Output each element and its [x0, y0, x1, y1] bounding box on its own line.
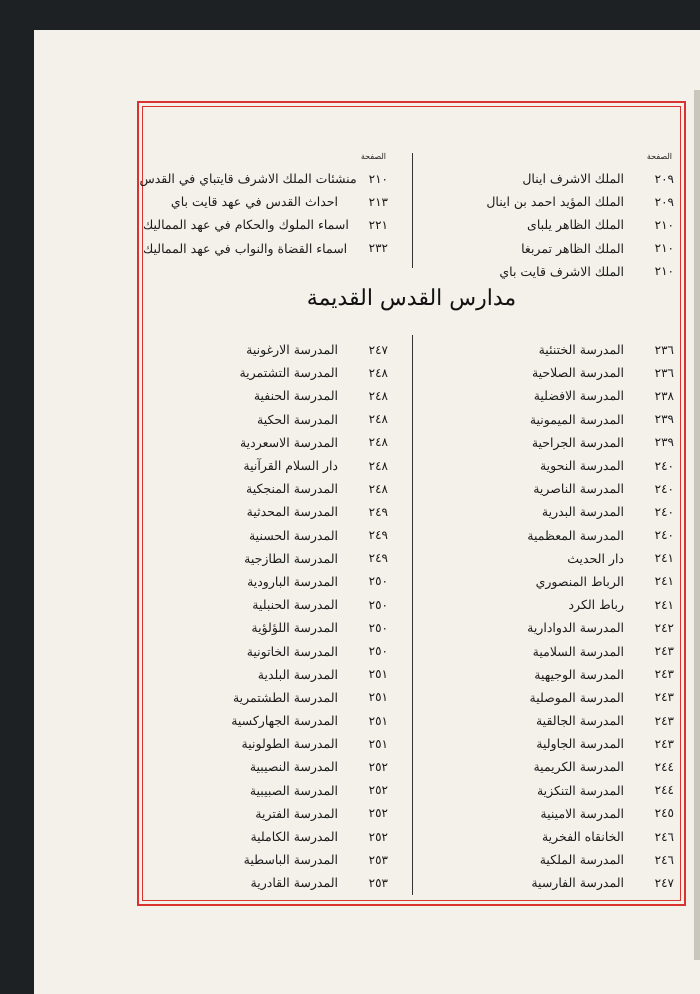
index-entry: [143, 213, 388, 236]
index-entry: [424, 802, 674, 825]
index-entry: [424, 384, 674, 407]
page-number: ٢٤٨: [368, 365, 388, 380]
top-right-column: [424, 167, 674, 283]
entry-title: المدرسة النحوية: [539, 458, 624, 474]
entry-title: الملك الظاهر تمربغا: [521, 240, 624, 256]
index-entry: [143, 779, 388, 802]
page-number: ٢٤٥: [654, 806, 674, 821]
section-title: مدارس القدس القديمة: [306, 286, 517, 311]
page-number: ٢٤٣: [654, 690, 674, 705]
index-entry: [424, 260, 674, 283]
entry-title: المدرسة الملكية: [539, 852, 624, 868]
entry-title: المدرسة الفارسية: [531, 875, 624, 891]
index-entry: [143, 500, 388, 523]
page-number: ٢٤٠: [654, 528, 674, 543]
page-number: ٢٥٢: [368, 783, 388, 798]
entry-title: المدرسة البلدية: [257, 666, 338, 682]
index-entry: [424, 616, 674, 639]
index-entry: [143, 686, 388, 709]
page-number: ٢٤٨: [368, 458, 388, 473]
page-number: ٢٤١: [654, 597, 674, 612]
entry-title: المدرسة الختنئية: [538, 342, 624, 358]
entry-title: المدرسة اللؤلؤية: [251, 620, 338, 636]
index-entry: [424, 338, 674, 361]
entry-title: منشئات الملك الاشرف قايتباي في القدس: [139, 171, 357, 187]
page-number: ٢٤٠: [654, 458, 674, 473]
entry-title: المدرسة الحكية: [257, 411, 338, 427]
entry-title: المدرسة الارغونية: [246, 342, 338, 358]
entry-title: الملك المؤيد احمد بن اينال: [486, 194, 624, 210]
page-number: ٢٥١: [368, 667, 388, 682]
entry-title: الرباط المنصوري: [535, 573, 624, 589]
page-number: ٢٤٤: [654, 783, 674, 798]
index-entry: [424, 570, 674, 593]
page-number: ٢٢١: [368, 217, 388, 232]
index-entry: [424, 593, 674, 616]
page-number: ٢٠٩: [654, 194, 674, 209]
page-number: ٢٤٠: [654, 504, 674, 519]
page-number: ٢٥١: [368, 690, 388, 705]
index-entry: [424, 709, 674, 732]
entry-title: المدرسة الجالقية: [535, 713, 624, 729]
page-number: ٢٣٨: [654, 388, 674, 403]
entry-title: دار السلام القرآنية: [243, 458, 338, 474]
page-number: ٢٤٨: [368, 412, 388, 427]
top-left-column: [139, 167, 388, 260]
page-number: ٢١٠: [654, 241, 674, 256]
entry-title: الملك الاشرف اينال: [522, 171, 624, 187]
entry-title: الملك الاشرف قايت باي: [499, 263, 624, 279]
index-entry: [143, 477, 388, 500]
page-number: ٢٤٦: [654, 829, 674, 844]
red-border-frame: [137, 101, 686, 906]
entry-title: المدرسة البدرية: [541, 504, 624, 520]
index-entry: [143, 663, 388, 686]
entry-title: دار الحديث: [567, 550, 624, 566]
entry-title: المدرسة الطشتمرية: [232, 689, 338, 705]
page-number: ٢٤٩: [368, 528, 388, 543]
page-number: ٢٤٧: [654, 875, 674, 890]
index-entry: [424, 361, 674, 384]
entry-title: المدرسة الباسطية: [243, 852, 338, 868]
index-entry: [424, 477, 674, 500]
index-entry: [143, 454, 388, 477]
index-entry: [424, 454, 674, 477]
page-number: ٢٠٩: [654, 171, 674, 186]
entry-title: المدرسة الاسعردية: [239, 434, 338, 450]
page-header-left: الصفحة: [360, 152, 386, 161]
page-number: ٢٥٢: [368, 829, 388, 844]
entry-title: المدرسة المنجكية: [246, 481, 338, 497]
index-entry: [424, 431, 674, 454]
bottom-right-column: [424, 338, 674, 895]
bottom-left-column: [143, 338, 388, 895]
page-number: ٢٥٠: [368, 574, 388, 589]
index-entry: [424, 639, 674, 662]
entry-title: المدرسة الافضلية: [533, 388, 624, 404]
page-number: ٢٥٢: [368, 806, 388, 821]
entry-title: المدرسة الصلاحية: [531, 365, 624, 381]
page-number: ٢٤٩: [368, 504, 388, 519]
page-number: ٢١٠: [654, 264, 674, 279]
index-entry: [143, 825, 388, 848]
index-entry: [139, 167, 388, 190]
page-number: ٢٥٠: [368, 620, 388, 635]
page-header-right: الصفحة: [646, 152, 672, 161]
entry-title: المدرسة الميمونية: [529, 411, 624, 427]
index-entry: [143, 593, 388, 616]
entry-title: المدرسة المحدثية: [246, 504, 338, 520]
page-number: ٢٥٠: [368, 644, 388, 659]
index-entry: [424, 500, 674, 523]
page-number: ٢١٠: [368, 171, 388, 186]
page-number: ٢٤٢: [654, 620, 674, 635]
entry-title: المدرسة الكريمية: [533, 759, 624, 775]
index-entry: [143, 237, 388, 260]
page-number: ٢٤٨: [368, 435, 388, 450]
entry-title: المدرسة الجهاركسية: [231, 713, 338, 729]
index-entry: [424, 167, 674, 190]
index-entry: [424, 524, 674, 547]
index-entry: [143, 361, 388, 384]
index-entry: [424, 547, 674, 570]
page-number: ٢٤٣: [654, 736, 674, 751]
entry-title: الملك الظاهر يلباى: [527, 217, 624, 233]
entry-title: المدرسة الحسنية: [248, 527, 338, 543]
page-edge: [694, 90, 700, 960]
entry-title: المدرسة القادرية: [250, 875, 338, 891]
page-number: ٢٣٦: [654, 342, 674, 357]
index-entry: [424, 825, 674, 848]
entry-title: المدرسة التنكزية: [536, 782, 624, 798]
page-number: ٢٤٩: [368, 551, 388, 566]
page-number: ٢٣٩: [654, 412, 674, 427]
entry-title: المدرسة البارودية: [247, 573, 338, 589]
index-entry: [424, 686, 674, 709]
index-entry: [424, 848, 674, 871]
entry-title: المدرسة السلامية: [532, 643, 624, 659]
entry-title: اسماء الملوك والحكام في عهد المماليك: [143, 217, 349, 233]
page-number: ٢٣٦: [654, 365, 674, 380]
page-number: ٢٤٣: [654, 713, 674, 728]
index-entry: [143, 848, 388, 871]
index-entry: [143, 570, 388, 593]
page-number: ٢٥٠: [368, 597, 388, 612]
index-entry: [424, 237, 674, 260]
page-number: ٢٥٢: [368, 759, 388, 774]
index-entry: [143, 384, 388, 407]
page-number: ٢٤٦: [654, 852, 674, 867]
index-entry: [143, 408, 388, 431]
index-entry: [424, 408, 674, 431]
page-number: ٢٤٨: [368, 388, 388, 403]
index-entry: [143, 524, 388, 547]
entry-title: المدرسة الناصرية: [533, 481, 624, 497]
index-entry: [143, 338, 388, 361]
page-number: ٢٤١: [654, 551, 674, 566]
entry-title: المدرسة الصبيبية: [249, 782, 338, 798]
index-entry: [143, 547, 388, 570]
entry-title: المدرسة الحنفية: [253, 388, 338, 404]
page-number: ٢٤٤: [654, 759, 674, 774]
entry-title: المدرسة الموصلية: [529, 689, 624, 705]
page-number: ٢٤٨: [368, 481, 388, 496]
entry-title: المدرسة الكاملية: [250, 829, 338, 845]
page-number: ٢٥٣: [368, 852, 388, 867]
index-entry: [143, 639, 388, 662]
index-entry: [143, 732, 388, 755]
page-number: ٢٥٣: [368, 875, 388, 890]
index-entry: [424, 213, 674, 236]
page-number: ٢٤٣: [654, 644, 674, 659]
index-entry: [424, 732, 674, 755]
page-number: ٢١٣: [368, 194, 388, 209]
index-entry: [143, 616, 388, 639]
entry-title: المدرسة المعظمية: [527, 527, 624, 543]
entry-title: الخانقاه الفخرية: [541, 829, 624, 845]
entry-title: المدرسة الطازجية: [244, 550, 338, 566]
book-page: [34, 30, 700, 994]
entry-title: اسماء القضاة والنواب في عهد المماليك: [143, 240, 348, 256]
index-entry: [143, 802, 388, 825]
index-entry: [143, 871, 388, 894]
entry-title: المدرسة الامينية: [540, 805, 624, 821]
entry-title: رباط الكرد: [568, 597, 624, 613]
page-number: ٢٣٩: [654, 435, 674, 450]
page-number: ٢٣٢: [368, 241, 388, 256]
entry-title: المدرسة الفترية: [255, 805, 338, 821]
index-entry: [143, 755, 388, 778]
entry-title: المدرسة التشتمرية: [239, 365, 338, 381]
page-number: ٢٥١: [368, 713, 388, 728]
index-entry: [143, 709, 388, 732]
bottom-column-divider: [412, 335, 413, 895]
page-number: ٢١٠: [654, 217, 674, 232]
entry-title: المدرسة الحنبلية: [252, 597, 338, 613]
index-entry: [424, 663, 674, 686]
page-number: ٢٤١: [654, 574, 674, 589]
entry-title: المدرسة الدوادارية: [527, 620, 624, 636]
entry-title: المدرسة الطولونية: [241, 736, 338, 752]
entry-title: المدرسة الجراحية: [531, 434, 624, 450]
index-entry: [424, 871, 674, 894]
entry-title: المدرسة الجاولية: [536, 736, 624, 752]
page-number: ٢٤٠: [654, 481, 674, 496]
page-number: ٢٤٧: [368, 342, 388, 357]
page-number: ٢٥١: [368, 736, 388, 751]
entry-title: المدرسة الوجيهية: [534, 666, 624, 682]
entry-title: المدرسة النصيبية: [249, 759, 338, 775]
index-entry: [143, 190, 388, 213]
index-entry: [424, 779, 674, 802]
index-entry: [424, 755, 674, 778]
top-column-divider: [412, 153, 413, 268]
index-entry: [143, 431, 388, 454]
page-number: ٢٤٣: [654, 667, 674, 682]
index-entry: [424, 190, 674, 213]
entry-title: احداث القدس في عهد قايت باي: [170, 194, 338, 210]
entry-title: المدرسة الخاتونية: [246, 643, 338, 659]
